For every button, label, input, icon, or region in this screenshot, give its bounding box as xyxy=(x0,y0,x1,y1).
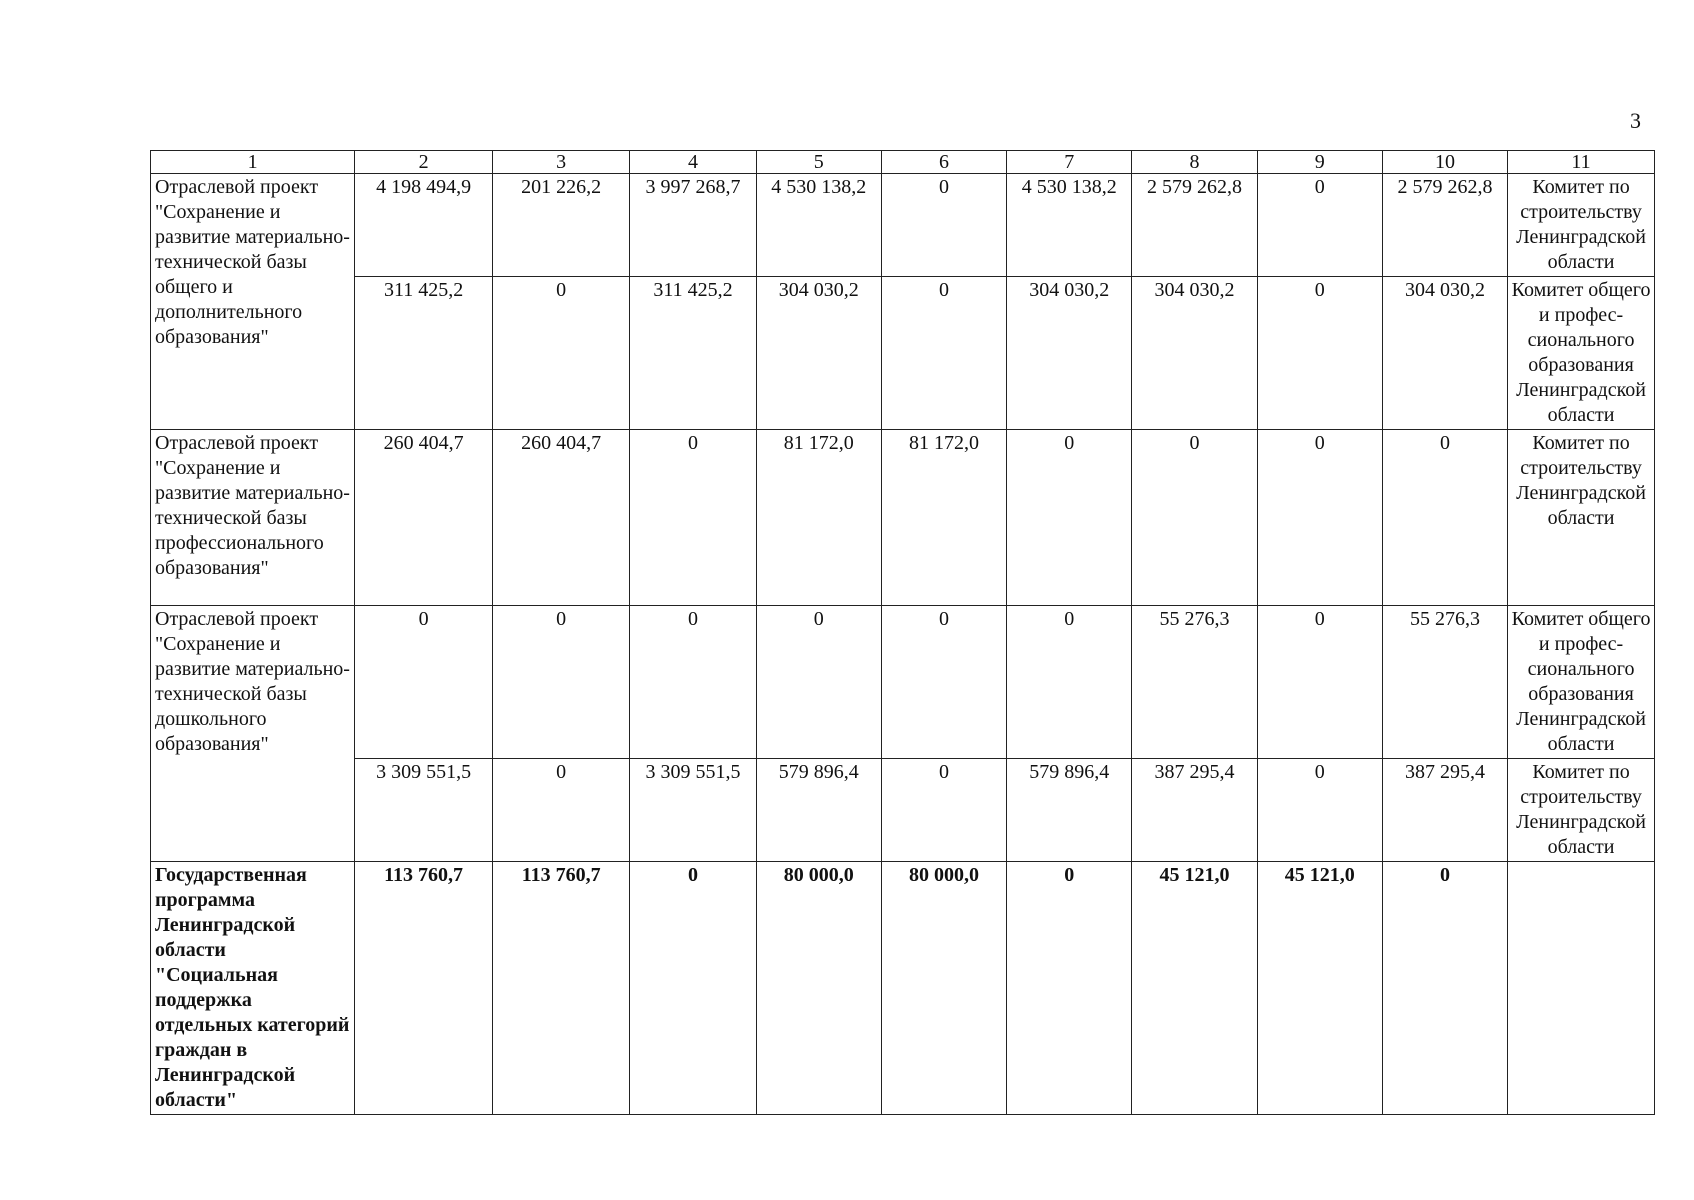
value-cell: 80 000,0 xyxy=(881,862,1006,1115)
value-cell: 4 198 494,9 xyxy=(355,174,493,277)
value-cell: 113 760,7 xyxy=(355,862,493,1115)
value-cell: 0 xyxy=(492,606,630,759)
value-cell: 311 425,2 xyxy=(630,277,756,430)
value-cell: 113 760,7 xyxy=(492,862,630,1115)
value-cell: 0 xyxy=(630,430,756,606)
budget-table xyxy=(150,150,1655,1115)
header-cell: 10 xyxy=(1382,151,1507,174)
table-row xyxy=(151,606,1655,759)
header-cell: 4 xyxy=(630,151,756,174)
value-cell: 81 172,0 xyxy=(881,430,1006,606)
table-row xyxy=(151,759,1655,862)
value-cell: 304 030,2 xyxy=(1132,277,1257,430)
responsible-cell: Комитет по строительству Ленинградской области xyxy=(1508,174,1655,277)
value-cell: 0 xyxy=(756,606,881,759)
value-cell: 3 997 268,7 xyxy=(630,174,756,277)
value-cell: 0 xyxy=(1257,430,1382,606)
header-cell: 8 xyxy=(1132,151,1257,174)
value-cell: 579 896,4 xyxy=(756,759,881,862)
header-cell: 9 xyxy=(1257,151,1382,174)
value-cell: 0 xyxy=(355,606,493,759)
value-cell: 0 xyxy=(1007,430,1132,606)
value-cell: 0 xyxy=(1382,430,1507,606)
header-cell: 6 xyxy=(881,151,1006,174)
value-cell: 0 xyxy=(1132,430,1257,606)
value-cell: 311 425,2 xyxy=(355,277,493,430)
value-cell: 0 xyxy=(881,759,1006,862)
responsible-cell: Комитет общего и профес-сионального образования Ленинградской области xyxy=(1508,606,1655,759)
value-cell: 387 295,4 xyxy=(1382,759,1507,862)
value-cell: 0 xyxy=(630,862,756,1115)
value-cell: 260 404,7 xyxy=(492,430,630,606)
value-cell: 0 xyxy=(1007,862,1132,1115)
value-cell: 0 xyxy=(630,606,756,759)
header-cell: 11 xyxy=(1508,151,1655,174)
value-cell: 0 xyxy=(492,759,630,862)
value-cell: 4 530 138,2 xyxy=(756,174,881,277)
responsible-cell: Комитет общего и профес-сионального образования Ленинградской области xyxy=(1508,277,1655,430)
project-name-cell: Отраслевой проект "Сохранение и развитие материально-технической базы дошкольного образования" xyxy=(151,606,355,862)
header-cell: 5 xyxy=(756,151,881,174)
value-cell: 2 579 262,8 xyxy=(1382,174,1507,277)
value-cell: 4 530 138,2 xyxy=(1007,174,1132,277)
responsible-cell: Комитет по строительству Ленинградской области xyxy=(1508,430,1655,606)
value-cell: 0 xyxy=(1257,277,1382,430)
value-cell: 0 xyxy=(881,606,1006,759)
value-cell: 3 309 551,5 xyxy=(355,759,493,862)
header-cell: 3 xyxy=(492,151,630,174)
table-header-row xyxy=(151,151,1655,174)
value-cell: 387 295,4 xyxy=(1132,759,1257,862)
value-cell: 45 121,0 xyxy=(1257,862,1382,1115)
responsible-cell xyxy=(1508,862,1655,1115)
header-cell: 1 xyxy=(151,151,355,174)
value-cell: 45 121,0 xyxy=(1132,862,1257,1115)
page-number: 3 xyxy=(1630,108,1641,133)
value-cell: 0 xyxy=(1257,174,1382,277)
project-name-cell: Отраслевой проект "Сохранение и развитие материально-технической базы общего и дополнительного образования" xyxy=(151,174,355,430)
value-cell: 579 896,4 xyxy=(1007,759,1132,862)
value-cell: 81 172,0 xyxy=(756,430,881,606)
header-cell: 2 xyxy=(355,151,493,174)
value-cell: 0 xyxy=(1007,606,1132,759)
header-cell: 7 xyxy=(1007,151,1132,174)
value-cell: 55 276,3 xyxy=(1132,606,1257,759)
value-cell: 0 xyxy=(1257,759,1382,862)
value-cell: 260 404,7 xyxy=(355,430,493,606)
value-cell: 201 226,2 xyxy=(492,174,630,277)
table-row xyxy=(151,862,1655,1115)
program-name-cell: Государственная программа Ленинградской области "Социальная поддержка отдельных категорий граждан в Ленинградской области" xyxy=(151,862,355,1115)
value-cell: 2 579 262,8 xyxy=(1132,174,1257,277)
value-cell: 304 030,2 xyxy=(1007,277,1132,430)
value-cell: 0 xyxy=(492,277,630,430)
value-cell: 3 309 551,5 xyxy=(630,759,756,862)
value-cell: 304 030,2 xyxy=(756,277,881,430)
project-name-cell: Отраслевой проект "Сохранение и развитие материально-технической базы профессионального образования" xyxy=(151,430,355,606)
value-cell: 0 xyxy=(881,277,1006,430)
table-row xyxy=(151,277,1655,430)
value-cell: 80 000,0 xyxy=(756,862,881,1115)
table-row xyxy=(151,430,1655,606)
value-cell: 0 xyxy=(881,174,1006,277)
value-cell: 0 xyxy=(1257,606,1382,759)
value-cell: 0 xyxy=(1382,862,1507,1115)
value-cell: 55 276,3 xyxy=(1382,606,1507,759)
responsible-cell: Комитет по строительству Ленинградской области xyxy=(1508,759,1655,862)
table-row xyxy=(151,174,1655,277)
value-cell: 304 030,2 xyxy=(1382,277,1507,430)
